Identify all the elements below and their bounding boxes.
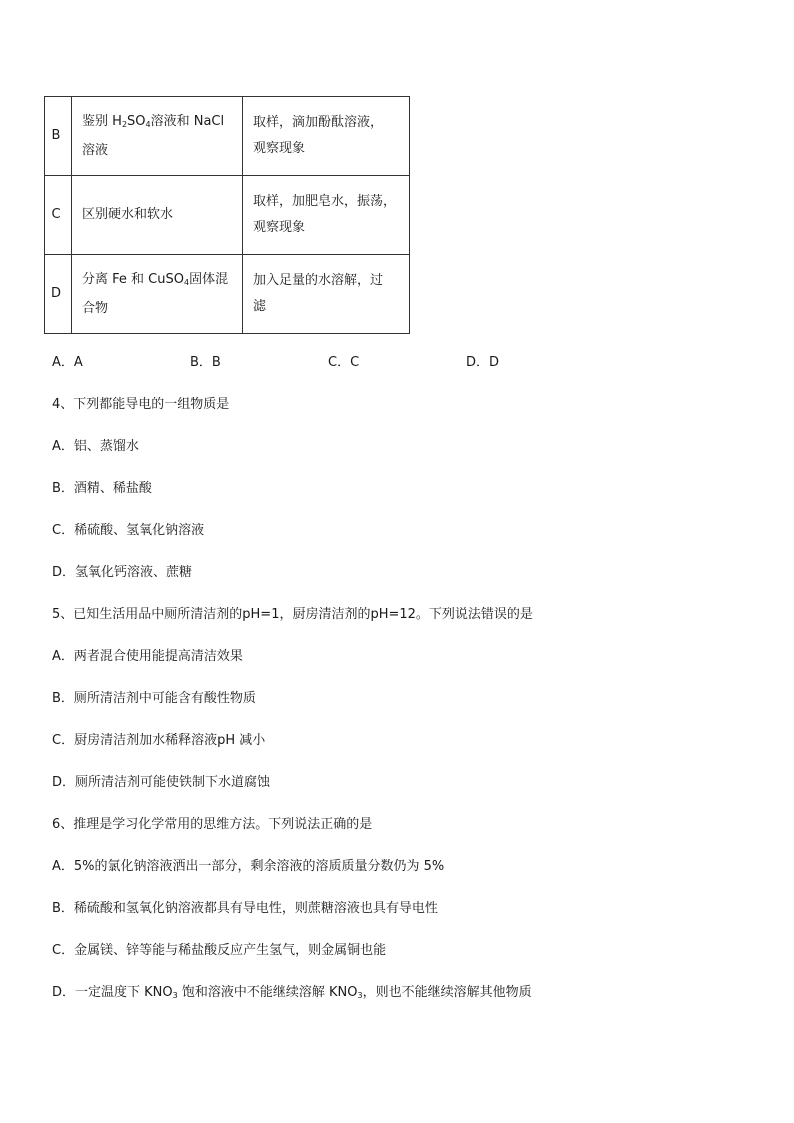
q4-option-c[interactable]: C．稀硫酸、氢氧化钠溶液	[52, 523, 205, 538]
q6-option-c[interactable]: C．金属镁、锌等能与稀盐酸反应产生氢气，则金属铜也能	[52, 943, 387, 958]
q5-option-b[interactable]: B．厕所清洁剂中可能含有酸性物质	[52, 691, 256, 706]
q6-option-d[interactable]: D．一定温度下 $KNO_3$ 饱和溶液中不能继续溶解 $KNO_3$，则也不能继续溶解其他物质	[52, 985, 532, 1000]
q3-option-c[interactable]: C．C	[328, 355, 360, 370]
experiment-purpose: 分离 Fe 和 CuSO$_4$固体混 合物	[72, 255, 243, 334]
q4-option-d[interactable]: D．氢氧化钙溶液、蔗糖	[52, 565, 193, 580]
experiment-table	[44, 96, 410, 334]
q6-option-b[interactable]: B．稀硫酸和氢氧化钠溶液都具有导电性，则蔗糖溶液也具有导电性	[52, 901, 438, 916]
q5-option-c[interactable]: C．厨房清洁剂加水稀释溶液pH 减小	[52, 733, 266, 748]
row-key: D	[45, 255, 72, 334]
q3-option-a[interactable]: A．A	[52, 355, 83, 370]
row-key: C	[45, 176, 72, 255]
experiment-method: 取样，加肥皂水，振荡， 观察现象	[243, 176, 410, 255]
experiment-method: 取样，滴加酚酞溶液， 观察现象	[243, 97, 410, 176]
table-row	[45, 255, 410, 334]
table-row	[45, 97, 410, 176]
q6-option-a[interactable]: A．5%的氯化钠溶液洒出一部分，剩余溶液的溶质质量分数仍为 5%	[52, 859, 445, 874]
q4-option-a[interactable]: A．铝、蒸馏水	[52, 439, 139, 454]
experiment-purpose: 区别硬水和软水	[72, 176, 243, 255]
q4-stem: 4、下列都能导电的一组物质是	[52, 397, 230, 412]
experiment-purpose: 鉴别 $H_2SO_4$溶液和 NaCl 溶液	[72, 97, 243, 176]
row-key: B	[45, 97, 72, 176]
q4-option-b[interactable]: B．酒精、稀盐酸	[52, 481, 152, 496]
q3-options	[52, 352, 572, 374]
q3-option-d[interactable]: D．D	[466, 355, 500, 370]
q5-option-a[interactable]: A．两者混合使用能提高清洁效果	[52, 649, 243, 664]
q6-stem: 6、推理是学习化学常用的思维方法。下列说法正确的是	[52, 817, 373, 832]
q3-option-b[interactable]: B．B	[190, 355, 221, 370]
table-row	[45, 176, 410, 255]
q5-stem: 5、已知生活用品中厕所清洁剂的pH=1，厨房清洁剂的pH=12。下列说法错误的是	[52, 607, 533, 622]
q5-option-d[interactable]: D．厕所清洁剂可能使铁制下水道腐蚀	[52, 775, 271, 790]
experiment-method: 加入足量的水溶解，过 滤	[243, 255, 410, 334]
